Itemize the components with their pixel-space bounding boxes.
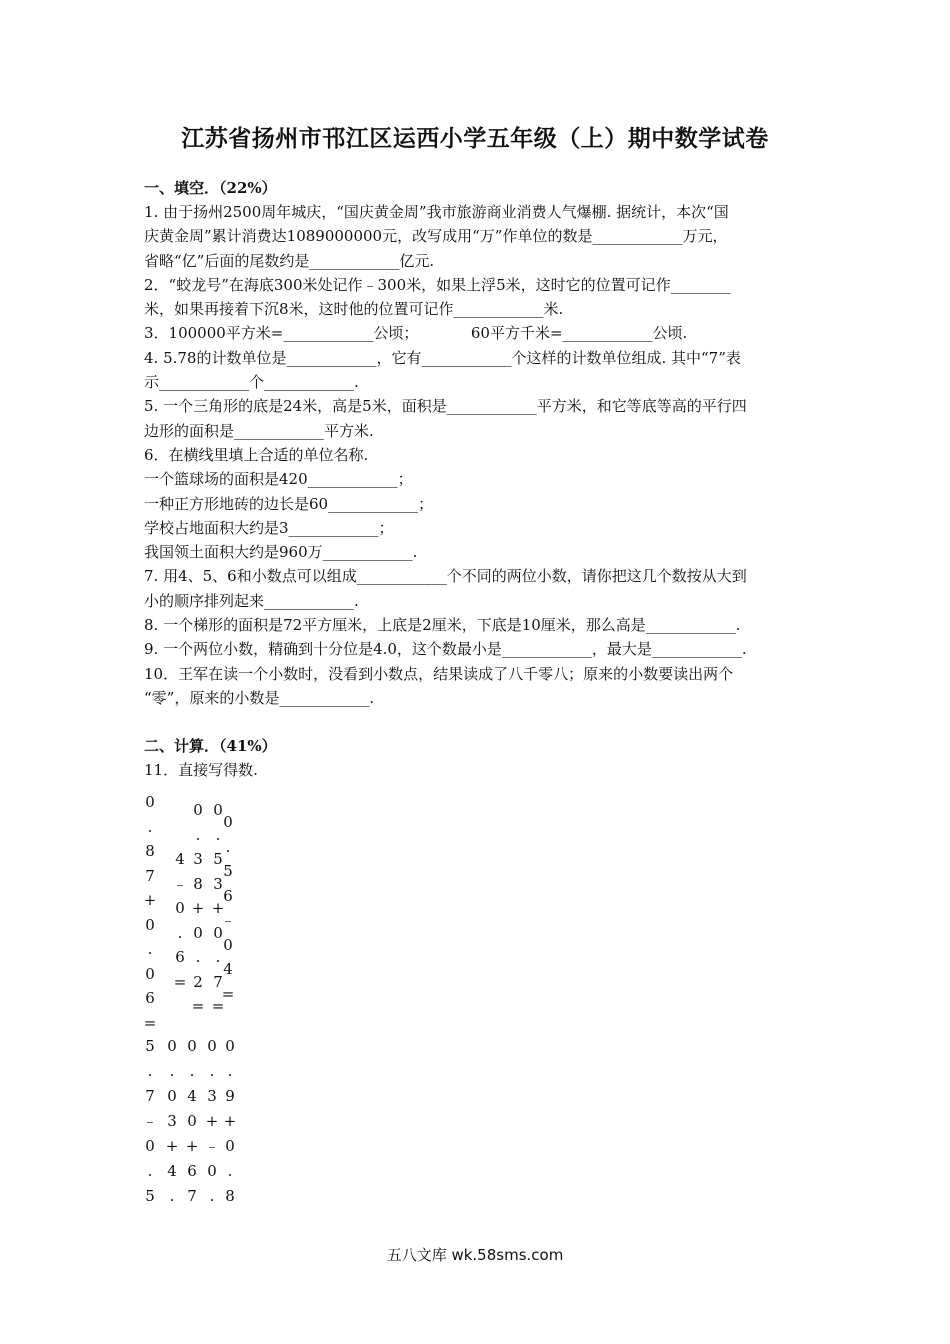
calc-char: 7 — [187, 1187, 197, 1205]
footer-watermark: 五八文库 wk.58sms.com — [386, 1246, 564, 1264]
calc-char: . — [215, 948, 221, 966]
calc-char: 4 — [175, 850, 185, 868]
question-line: 1. 由于扬州2500周年城庆，“国庆黄金周”我市旅游商业消费人气爆棚. 据统计，本次“国 — [144, 203, 729, 221]
calc-char: = — [211, 997, 225, 1015]
question-line: 我国领土面积大约是960万____________. — [144, 543, 418, 562]
calc-char: ﹣ — [220, 911, 236, 929]
calc-char: . — [147, 1162, 153, 1180]
calc-char: 4 — [223, 960, 233, 978]
calc-char: 0 — [145, 1137, 155, 1155]
page-title: 江苏省扬州市邗江区运西小学五年级（上）期中数学试卷 — [181, 125, 769, 152]
calc-char: 5 — [213, 850, 223, 868]
question-line: 学校占地面积大约是3____________； — [144, 518, 394, 537]
calc-char: + — [165, 1137, 179, 1155]
calc-char: 3 — [193, 850, 203, 868]
calc-char: 4 — [187, 1087, 197, 1105]
calc-char: = — [173, 972, 187, 991]
calc-char: . — [195, 948, 201, 966]
calc-char: 0 — [225, 1037, 235, 1055]
question-line: 省略“亿”后面的尾数约是____________亿元. — [144, 251, 435, 270]
calc-char: 6 — [223, 886, 233, 905]
calc-char: + — [205, 1112, 219, 1130]
question-line: 2．“蛟龙号”在海底300米处记作﹣300米，如果上浮5米，这时它的位置可记作________ — [144, 275, 731, 294]
question-line: 6．在横线里填上合适的单位名称. — [144, 445, 369, 464]
question-11-intro: 11．直接写得数. — [144, 761, 258, 780]
calc-char: 5 — [145, 1037, 155, 1055]
calc-char: 0 — [193, 801, 203, 819]
question-line: 一种正方形地砖的边长是60____________； — [144, 494, 434, 513]
question-line: 庆黄金周”累计消费达1089000000元，改写成用“万”作单位的数是____________万元， — [144, 227, 728, 246]
calc-char: 0 — [167, 1087, 177, 1105]
calc-char: + — [143, 891, 157, 909]
calc-char: 7 — [145, 866, 155, 885]
calc-char: 8 — [193, 874, 203, 893]
calc-char: 8 — [225, 1187, 235, 1205]
calc-char: 3 — [167, 1112, 177, 1130]
question-line: 10．王军在读一个小数时，没看到小数点，结果读成了八千零八；原来的小数要读出两个 — [144, 664, 734, 683]
calc-char: 8 — [145, 842, 155, 860]
calc-char: 0 — [187, 1037, 197, 1055]
calc-char: ﹣ — [142, 1112, 158, 1130]
calc-char: = — [191, 997, 205, 1015]
calc-char: . — [209, 1187, 215, 1205]
section-2-heading: 二、计算．（41%） — [144, 737, 277, 756]
question-line: 小的顺序排列起来____________. — [144, 591, 359, 610]
question-line: 9. 一个两位小数，精确到十分位是4.0，这个数最小是____________，最大是____________. — [144, 640, 747, 659]
calc-char: 6 — [175, 948, 185, 966]
calc-char: 0 — [223, 935, 233, 954]
question-line: 8. 一个梯形的面积是72平方厘米，上底是2厘米，下底是10厘米，那么高是____________. — [144, 616, 741, 635]
calc-char: ﹣ — [172, 874, 188, 893]
calc-char: 0 — [145, 915, 155, 934]
calc-char: = — [221, 984, 235, 1003]
question-line: 边形的面积是____________平方米. — [144, 421, 374, 440]
calc-char: + — [191, 899, 205, 917]
calc-char: . — [195, 825, 201, 844]
calc-char: . — [147, 1062, 153, 1080]
calc-char: 0 — [213, 923, 223, 942]
calc-char: 0 — [213, 801, 223, 819]
question-line: 米，如果再接着下沉8米，这时他的位置可记作____________米. — [144, 300, 564, 319]
exam-content — [144, 176, 808, 783]
calc-char: . — [169, 1187, 175, 1205]
calc-char: 4 — [167, 1162, 177, 1180]
calc-char: . — [227, 1162, 233, 1180]
calc-char: 2 — [193, 972, 203, 991]
calc-char: 7 — [145, 1087, 155, 1105]
question-line: 一个篮球场的面积是420____________； — [144, 470, 413, 489]
calc-char: . — [169, 1062, 175, 1080]
question-line: 7. 用4、5、6和小数点可以组成____________个不同的两位小数，请你把这几个数按从大到 — [144, 567, 747, 586]
calc-char: ﹣ — [204, 1137, 220, 1155]
question-line: “零”，原来的小数是____________. — [144, 688, 375, 707]
calc-char: . — [215, 825, 221, 844]
section-1-heading: 一、填空．（22%） — [144, 179, 277, 197]
question-line: 4. 5.78的计数单位是____________，它有____________个这样的计数单位组成. 其中“7”表 — [144, 348, 741, 367]
calc-char: 7 — [213, 972, 223, 991]
calc-char: 0 — [175, 899, 185, 917]
calc-char: . — [227, 1062, 233, 1080]
calc-char: 5 — [145, 1187, 155, 1205]
calc-char: . — [189, 1062, 195, 1080]
calc-char: 3 — [207, 1087, 217, 1105]
calc-char: 0 — [193, 923, 203, 942]
calc-char: 0 — [225, 1137, 235, 1155]
calc-char: . — [147, 817, 153, 836]
calc-char: 0 — [207, 1162, 217, 1180]
calc-char: + — [185, 1137, 199, 1155]
calc-char: . — [147, 940, 153, 958]
section-1-questions — [144, 200, 808, 710]
calc-char: + — [223, 1112, 237, 1130]
calc-char: 0 — [167, 1037, 177, 1055]
question-line: 示____________个____________. — [144, 373, 359, 392]
calc-char: 6 — [145, 989, 155, 1007]
calc-char: 5 — [223, 862, 233, 880]
calc-char: 0 — [187, 1112, 197, 1130]
calc-char: 0 — [207, 1037, 217, 1055]
calc-char: 0 — [145, 964, 155, 983]
calc-char: = — [143, 1013, 157, 1032]
question-line: 5. 一个三角形的底是24米，高是5米，面积是____________平方米，和它等底等高的平行四 — [144, 397, 747, 416]
calc-char: 9 — [225, 1087, 235, 1105]
question-line: 3．100000平方米=____________公顷； 60平方千米=____________公顷. — [144, 324, 688, 343]
calc-char: . — [177, 923, 183, 942]
calc-char: 6 — [187, 1162, 197, 1180]
calc-char: 3 — [213, 874, 223, 893]
calc-char: . — [225, 837, 231, 856]
calc-char: + — [211, 899, 225, 917]
calc-char: 0 — [145, 793, 155, 811]
calc-char: . — [209, 1062, 215, 1080]
calc-char: 0 — [223, 813, 233, 831]
